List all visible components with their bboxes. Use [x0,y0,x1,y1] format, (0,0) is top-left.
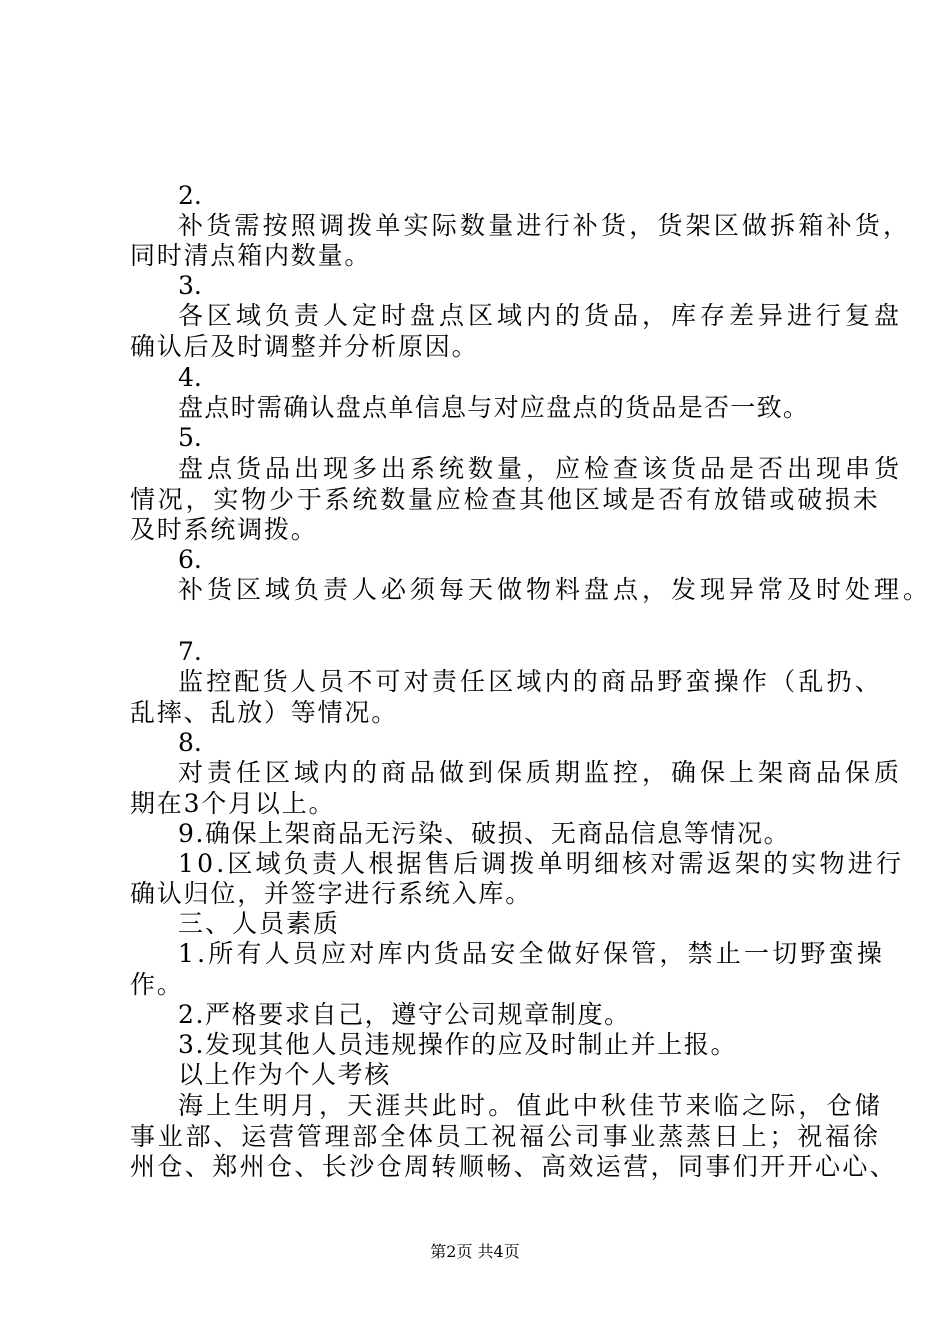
item-number-2: 2. [178,181,202,210]
paragraph-line: 情况，实物少于系统数量应检查其他区域是否有放错或破损未 [130,485,881,514]
paragraph-line: 对责任区域内的商品做到保质期监控，确保上架商品保质 [178,758,904,787]
paragraph-line: 监控配货人员不可对责任区域内的商品野蛮操作（乱扔、 [178,667,884,696]
paragraph-line: 海上生明月，天涯共此时。值此中秋佳节来临之际，仓储 [178,1091,884,1120]
paragraph-line: 盘点货品出现多出系统数量，应检查该货品是否出现串货 [178,454,904,483]
page-number-footer: 第2页 共4页 [430,1242,520,1261]
section-heading: 三、人员素质 [178,909,341,938]
paragraph-line: 及时系统调拨。 [130,515,318,544]
paragraph-line: 同时清点箱内数量。 [130,241,372,270]
paragraph-line: 作。 [130,970,184,999]
item-number-3: 3. [178,271,202,300]
paragraph-line: 3.发现其他人员违规操作的应及时制止并上报。 [178,1030,738,1059]
paragraph-line: 10.区域负责人根据售后调拨单明细核对需返架的实物进行 [178,849,905,878]
paragraph-line: 盘点时需确认盘点单信息与对应盘点的货品是否一致。 [178,393,810,422]
paragraph-line: 各区域负责人定时盘点区域内的货品，库存差异进行复盘 [178,301,904,330]
paragraph-line: 2.严格要求自己，遵守公司规章制度。 [178,1000,631,1029]
paragraph-line: 9.确保上架商品无污染、破损、无商品信息等情况。 [178,819,791,848]
paragraph-line: 州仓、郑州仓、长沙仓周转顺畅、高效运营，同事们开开心心、 [130,1152,898,1181]
item-number-5: 5. [178,423,202,452]
paragraph-line: 1.所有人员应对库内货品安全做好保管，禁止一切野蛮操 [178,939,886,968]
paragraph-line: 乱摔、乱放）等情况。 [130,698,399,727]
paragraph-line: 补货需按照调拨单实际数量进行补货，货架区做拆箱补货， [178,211,912,240]
item-number-4: 4. [178,363,202,392]
paragraph-line: 期在3个月以上。 [130,789,336,818]
paragraph-line: 确认归位，并签字进行系统入库。 [130,879,533,908]
item-number-8: 8. [178,728,202,757]
paragraph-line: 确认后及时调整并分析原因。 [130,332,479,361]
paragraph-line: 以上作为个人考核 [178,1060,391,1089]
item-number-7: 7. [178,637,202,666]
item-number-6: 6. [178,545,202,574]
paragraph-line: 补货区域负责人必须每天做物料盘点，发现异常及时处理。 [178,575,933,604]
paragraph-line: 事业部、运营管理部全体员工祝福公司事业蒸蒸日上；祝福徐 [130,1122,881,1151]
